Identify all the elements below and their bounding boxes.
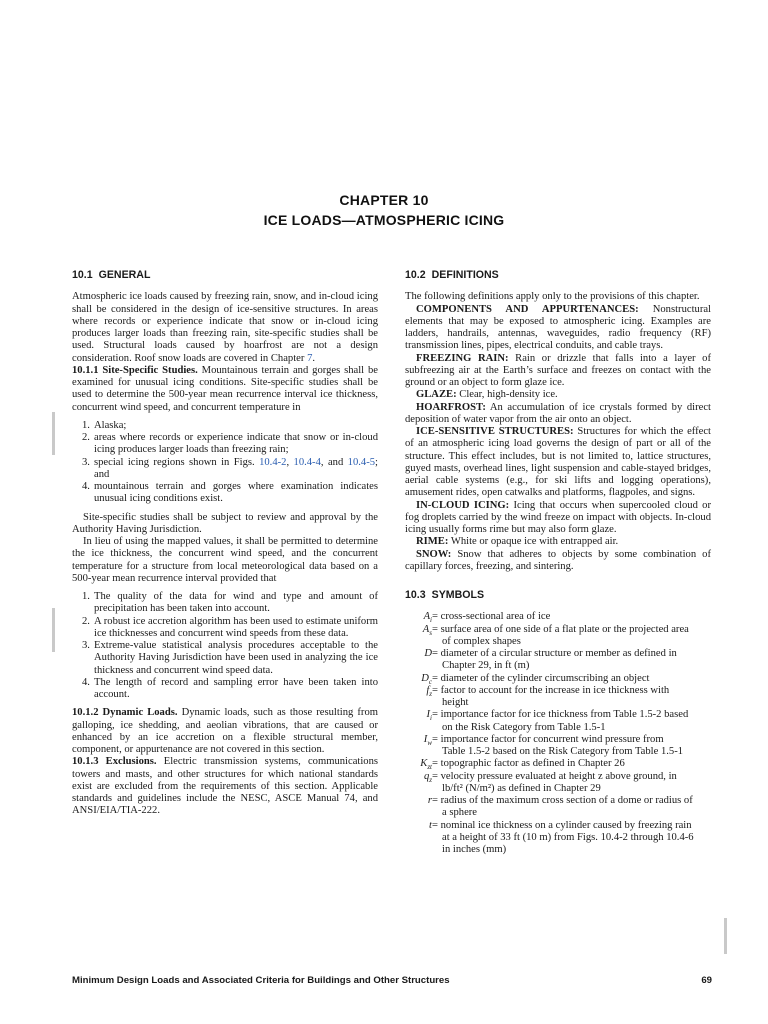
subsection-heading: 10.1.3 Exclusions. bbox=[72, 756, 157, 768]
list-item-text: Extreme-value statistical analysis procedures acceptable to the Authority Having Jurisdiction have been used in analyzing the ice thickness and concurrent wind speed data. bbox=[94, 640, 378, 676]
site-specific-paragraph bbox=[72, 365, 378, 414]
definition-term: ICE-SENSITIVE STRUCTURES: bbox=[416, 426, 574, 437]
chapter-7-link[interactable]: 7 bbox=[307, 352, 313, 364]
symbol-label: $I_w$ bbox=[423, 733, 432, 747]
definition-text: Nonstructural elements that may be exposed to atmospheric icing. Examples are ladders, handrails, antennas, waveguides, radio frequency (RF) transmission lines, pipes, electrical conduits, and cable trays. bbox=[405, 303, 711, 352]
symbol-label: $I_i$ bbox=[426, 709, 432, 723]
definition-text: Snow that adheres to objects by some combination of capillary forces, freezing, and sintering. bbox=[405, 548, 711, 572]
symbol-label: $D_c$ bbox=[421, 672, 432, 686]
list-item: 4. The length of record and sampling error have been taken into account. bbox=[82, 676, 378, 700]
left-column bbox=[72, 268, 378, 818]
definition-components bbox=[405, 304, 711, 353]
list-item: 1. Alaska; bbox=[82, 419, 127, 431]
fig-10-4-4-link[interactable]: 10.4-4 bbox=[293, 456, 321, 468]
symbol-label: t bbox=[429, 819, 432, 831]
symbol-definition-cont: of complex shapes bbox=[442, 635, 521, 647]
list-item: 2. areas where records or experience indicate that snow or in-cloud icing produces larger loads than freezing rain; bbox=[82, 432, 378, 456]
list-item-text: ; and bbox=[94, 456, 378, 480]
list-item-text: areas where records or experience indicate that snow or in-cloud icing produces larger loads than freezing rain; bbox=[94, 432, 378, 456]
chapter-title: ICE LOADS—ATMOSPHERIC ICING bbox=[263, 212, 505, 228]
general-paragraph bbox=[72, 291, 378, 365]
list-item: 4. mountainous terrain and gorges where examination indicates unusual icing conditions exist. bbox=[82, 481, 378, 505]
change-bar bbox=[52, 608, 55, 652]
change-bar bbox=[724, 918, 727, 954]
definition-text: Structures for which the effect of an atmospheric icing load governs the design of part or all of the structure. This effect includes, but is not limited to, lattice structures, guyed masts, overhead lines, light suspension and cable-stayed bridges, aerial cable systems (e.g., for ski lifts and logging operations), amusement rides, open catwalks and platforms, flagpoles, and signs. bbox=[405, 426, 711, 499]
symbol-definition-cont: Table 1.5-2 based on the Risk Category from Table 1.5-1 bbox=[442, 746, 684, 757]
symbol-entry bbox=[405, 648, 711, 673]
definitions-intro: The following definitions apply only to the provisions of this chapter. bbox=[405, 291, 700, 303]
symbol-label: $f_z$ bbox=[426, 684, 432, 698]
list-item: 3. special icing regions shown in Figs. 10.4-2, 10.4-4, and 10.4-5; and bbox=[82, 456, 378, 480]
list-item-text: , bbox=[286, 456, 294, 468]
definition-text: Rain or drizzle that falls into a layer of subfreezing air at the Earth’s surface and freezes on contact with the ground or an object to form glaze ice. bbox=[405, 352, 711, 388]
symbol-definition-cont: lb/ft² (N/m²) as defined in Chapter 29 bbox=[442, 782, 601, 794]
section-heading-definitions bbox=[405, 269, 711, 281]
definition-term: FREEZING RAIN: bbox=[416, 352, 509, 364]
section-number: 10.3 bbox=[405, 589, 426, 601]
definition-term: IN-CLOUD ICING: bbox=[416, 499, 510, 511]
list-item-text: Alaska; bbox=[94, 419, 127, 431]
footer-title: Minimum Design Loads and Associated Criteria for Buildings and Other Structures bbox=[72, 975, 450, 986]
list-item-text: special icing regions shown in Figs. bbox=[94, 456, 260, 468]
data-conditions-list bbox=[72, 591, 378, 701]
symbol-definition: = nominal ice thickness on a cylinder caused by freezing rain bbox=[432, 819, 692, 831]
symbol-label: $K_{zt}$ bbox=[420, 758, 432, 772]
symbol-entry bbox=[405, 624, 711, 649]
symbol-definition: = importance factor for concurrent wind pressure from bbox=[432, 733, 664, 745]
symbol-entry bbox=[405, 734, 711, 759]
symbol-entry bbox=[405, 758, 711, 770]
symbol-definition-cont: in inches (mm) bbox=[442, 844, 507, 855]
symbol-label: r bbox=[427, 795, 432, 806]
symbol-definition: = surface area of one side of a flat plate or the projected area bbox=[432, 623, 689, 635]
fig-10-4-5-link[interactable]: 10.4-5 bbox=[347, 456, 376, 468]
section-heading-general bbox=[72, 269, 378, 281]
symbol-definition: = cross-sectional area of ice bbox=[432, 611, 551, 623]
definition-text: Clear, high-density ice. bbox=[456, 389, 558, 401]
paragraph-text: . bbox=[312, 352, 316, 364]
section-number: 10.2 bbox=[405, 269, 426, 281]
site-review-paragraph: Site-specific studies shall be subject to review and approval by the Authority Having Jurisdiction. bbox=[72, 511, 378, 535]
section-heading-symbols bbox=[405, 589, 711, 601]
list-item: 3. Extreme-value statistical analysis procedures acceptable to the Authority Having Jurisdiction have been used in analyzing the ice thickness and concurrent wind speed data. bbox=[82, 640, 378, 676]
definition-text: White or opaque ice with entrapped air. bbox=[448, 536, 619, 548]
in-lieu-paragraph: In lieu of using the mapped values, it shall be permitted to determine the ice thickness, the concurrent wind speed, and the concurrent temperature for a structure from local meteorological data based on a 500-year mean recurrence interval provided that bbox=[72, 536, 378, 584]
symbol-entry bbox=[405, 709, 711, 734]
site-list bbox=[72, 420, 378, 506]
symbol-definition: = importance factor for ice thickness from Table 1.5-2 based bbox=[432, 709, 689, 721]
list-item-text: , and bbox=[320, 456, 348, 468]
symbol-definition: = radius of the maximum cross section of a dome or radius of bbox=[432, 795, 693, 806]
chapter-number: CHAPTER 10 bbox=[339, 192, 429, 208]
symbol-label: $A_i$ bbox=[423, 611, 432, 625]
definition-term: COMPONENTS AND APPURTENANCES: bbox=[416, 303, 639, 315]
page-number: 69 bbox=[701, 975, 712, 986]
exclusions-paragraph bbox=[72, 756, 378, 817]
definition-in-cloud-icing bbox=[405, 500, 711, 537]
subsection-heading: 10.1.1 Site-Specific Studies. bbox=[72, 364, 198, 376]
dynamic-loads-paragraph bbox=[72, 707, 378, 756]
symbol-definition: = diameter of the cylinder circumscribing an object bbox=[432, 672, 650, 684]
symbol-definition-cont: height bbox=[442, 697, 469, 708]
symbol-entry bbox=[405, 820, 711, 857]
subsection-heading: 10.1.2 Dynamic Loads. bbox=[72, 707, 178, 719]
symbol-entry bbox=[405, 611, 711, 623]
symbol-entry bbox=[405, 771, 711, 796]
symbol-label: $A_s$ bbox=[422, 623, 432, 637]
list-item-text: mountainous terrain and gorges where examination indicates unusual icing conditions exist. bbox=[94, 481, 378, 505]
fig-10-4-2-link[interactable]: 10.4-2 bbox=[259, 456, 287, 468]
definition-ice-sensitive bbox=[405, 426, 711, 500]
section-title: SYMBOLS bbox=[431, 589, 485, 601]
symbol-label: D bbox=[424, 648, 432, 659]
list-item-text: A robust ice accretion algorithm has been used to estimate uniform ice thicknesses and concurrent wind speeds from these data. bbox=[94, 615, 378, 639]
definition-term: SNOW: bbox=[416, 548, 452, 560]
list-item-text: The length of record and sampling error have been taken into account. bbox=[94, 676, 378, 700]
symbol-definition-cont: on the Risk Category from Table 1.5-1 bbox=[442, 721, 606, 733]
list-item: 1. The quality of the data for wind and type and amount of precipitation has been taken into account. bbox=[82, 591, 378, 615]
symbol-definition-cont: a sphere bbox=[442, 807, 477, 819]
definition-term: RIME: bbox=[416, 536, 449, 548]
definition-glaze bbox=[405, 389, 711, 401]
symbol-definition: = topographic factor as defined in Chapter 26 bbox=[432, 758, 625, 770]
definition-text: An accumulation of ice crystals formed by direct deposition of water vapor from the air onto an object. bbox=[405, 401, 711, 425]
symbol-definition: = factor to account for the increase in ice thickness with bbox=[432, 684, 670, 696]
definition-rime bbox=[405, 536, 711, 548]
section-title: GENERAL bbox=[98, 269, 151, 281]
definition-text: Icing that occurs when supercooled cloud or fog droplets carried by the wind freeze on impact with objects. In-cloud icing usually forms rime but may also form glaze. bbox=[405, 499, 711, 535]
list-item-text: The quality of the data for wind and type and amount of precipitation has been taken into account. bbox=[94, 591, 378, 615]
symbol-definition-cont: at a height of 33 ft (10 m) from Figs. 10.4-2 through 10.4-6 bbox=[442, 831, 694, 843]
definition-snow bbox=[405, 549, 711, 574]
paragraph-text: Mountainous terrain and gorges shall be examined for unusual icing conditions. Site-specific studies shall be used to determine the 500-year mean recurrence interval ice thickness, concurrent wind speed, and concurrent temperature in bbox=[72, 364, 378, 413]
right-column bbox=[405, 268, 711, 856]
section-number: 10.1 bbox=[72, 269, 93, 281]
definition-hoarfrost bbox=[405, 402, 711, 427]
section-title: DEFINITIONS bbox=[431, 269, 499, 281]
definition-freezing-rain bbox=[405, 353, 711, 390]
symbol-label: $q_z$ bbox=[423, 770, 432, 784]
symbol-entry bbox=[405, 673, 711, 685]
change-bar bbox=[52, 412, 55, 455]
symbol-definition: = velocity pressure evaluated at height z above ground, in bbox=[432, 770, 677, 782]
symbol-definition: = diameter of a circular structure or member as defined in bbox=[432, 648, 677, 659]
list-item: 2. A robust ice accretion algorithm has been used to estimate uniform ice thicknesses and concurrent wind speeds from these data. bbox=[82, 615, 378, 639]
definition-term: GLAZE: bbox=[416, 389, 457, 401]
paragraph-text: Atmospheric ice loads caused by freezing rain, snow, and in-cloud icing shall be considered in the design of ice-sensitive structures. In areas where records or experience indicate that snow or in-cloud icing produces larger loads than freezing rain, site-specific studies shall be used. Structural loads caused by hoarfrost are not a design consideration. Roof snow loads are covered in Chapter bbox=[72, 291, 378, 364]
paragraph-text: Dynamic loads, such as those resulting from galloping, ice shedding, and aeolian vibrations, that are caused or enhanced by an ice accretion on a flexible structural member, component, or appurtenance are not covered in this section. bbox=[72, 707, 378, 755]
symbol-entry bbox=[405, 685, 711, 710]
symbol-definition-cont: Chapter 29, in ft (m) bbox=[442, 660, 530, 672]
symbol-entry bbox=[405, 795, 711, 820]
definition-term: HOARFROST: bbox=[416, 401, 486, 413]
page-footer bbox=[72, 975, 712, 986]
paragraph-text: Electric transmission systems, communications towers and masts, and other structures for which national standards exist are excluded from the requirements of this section. Applicable standards and guidelines include the NESC, ASCE Manual 74, and ANSI/EIA/TIA-222. bbox=[72, 756, 379, 817]
